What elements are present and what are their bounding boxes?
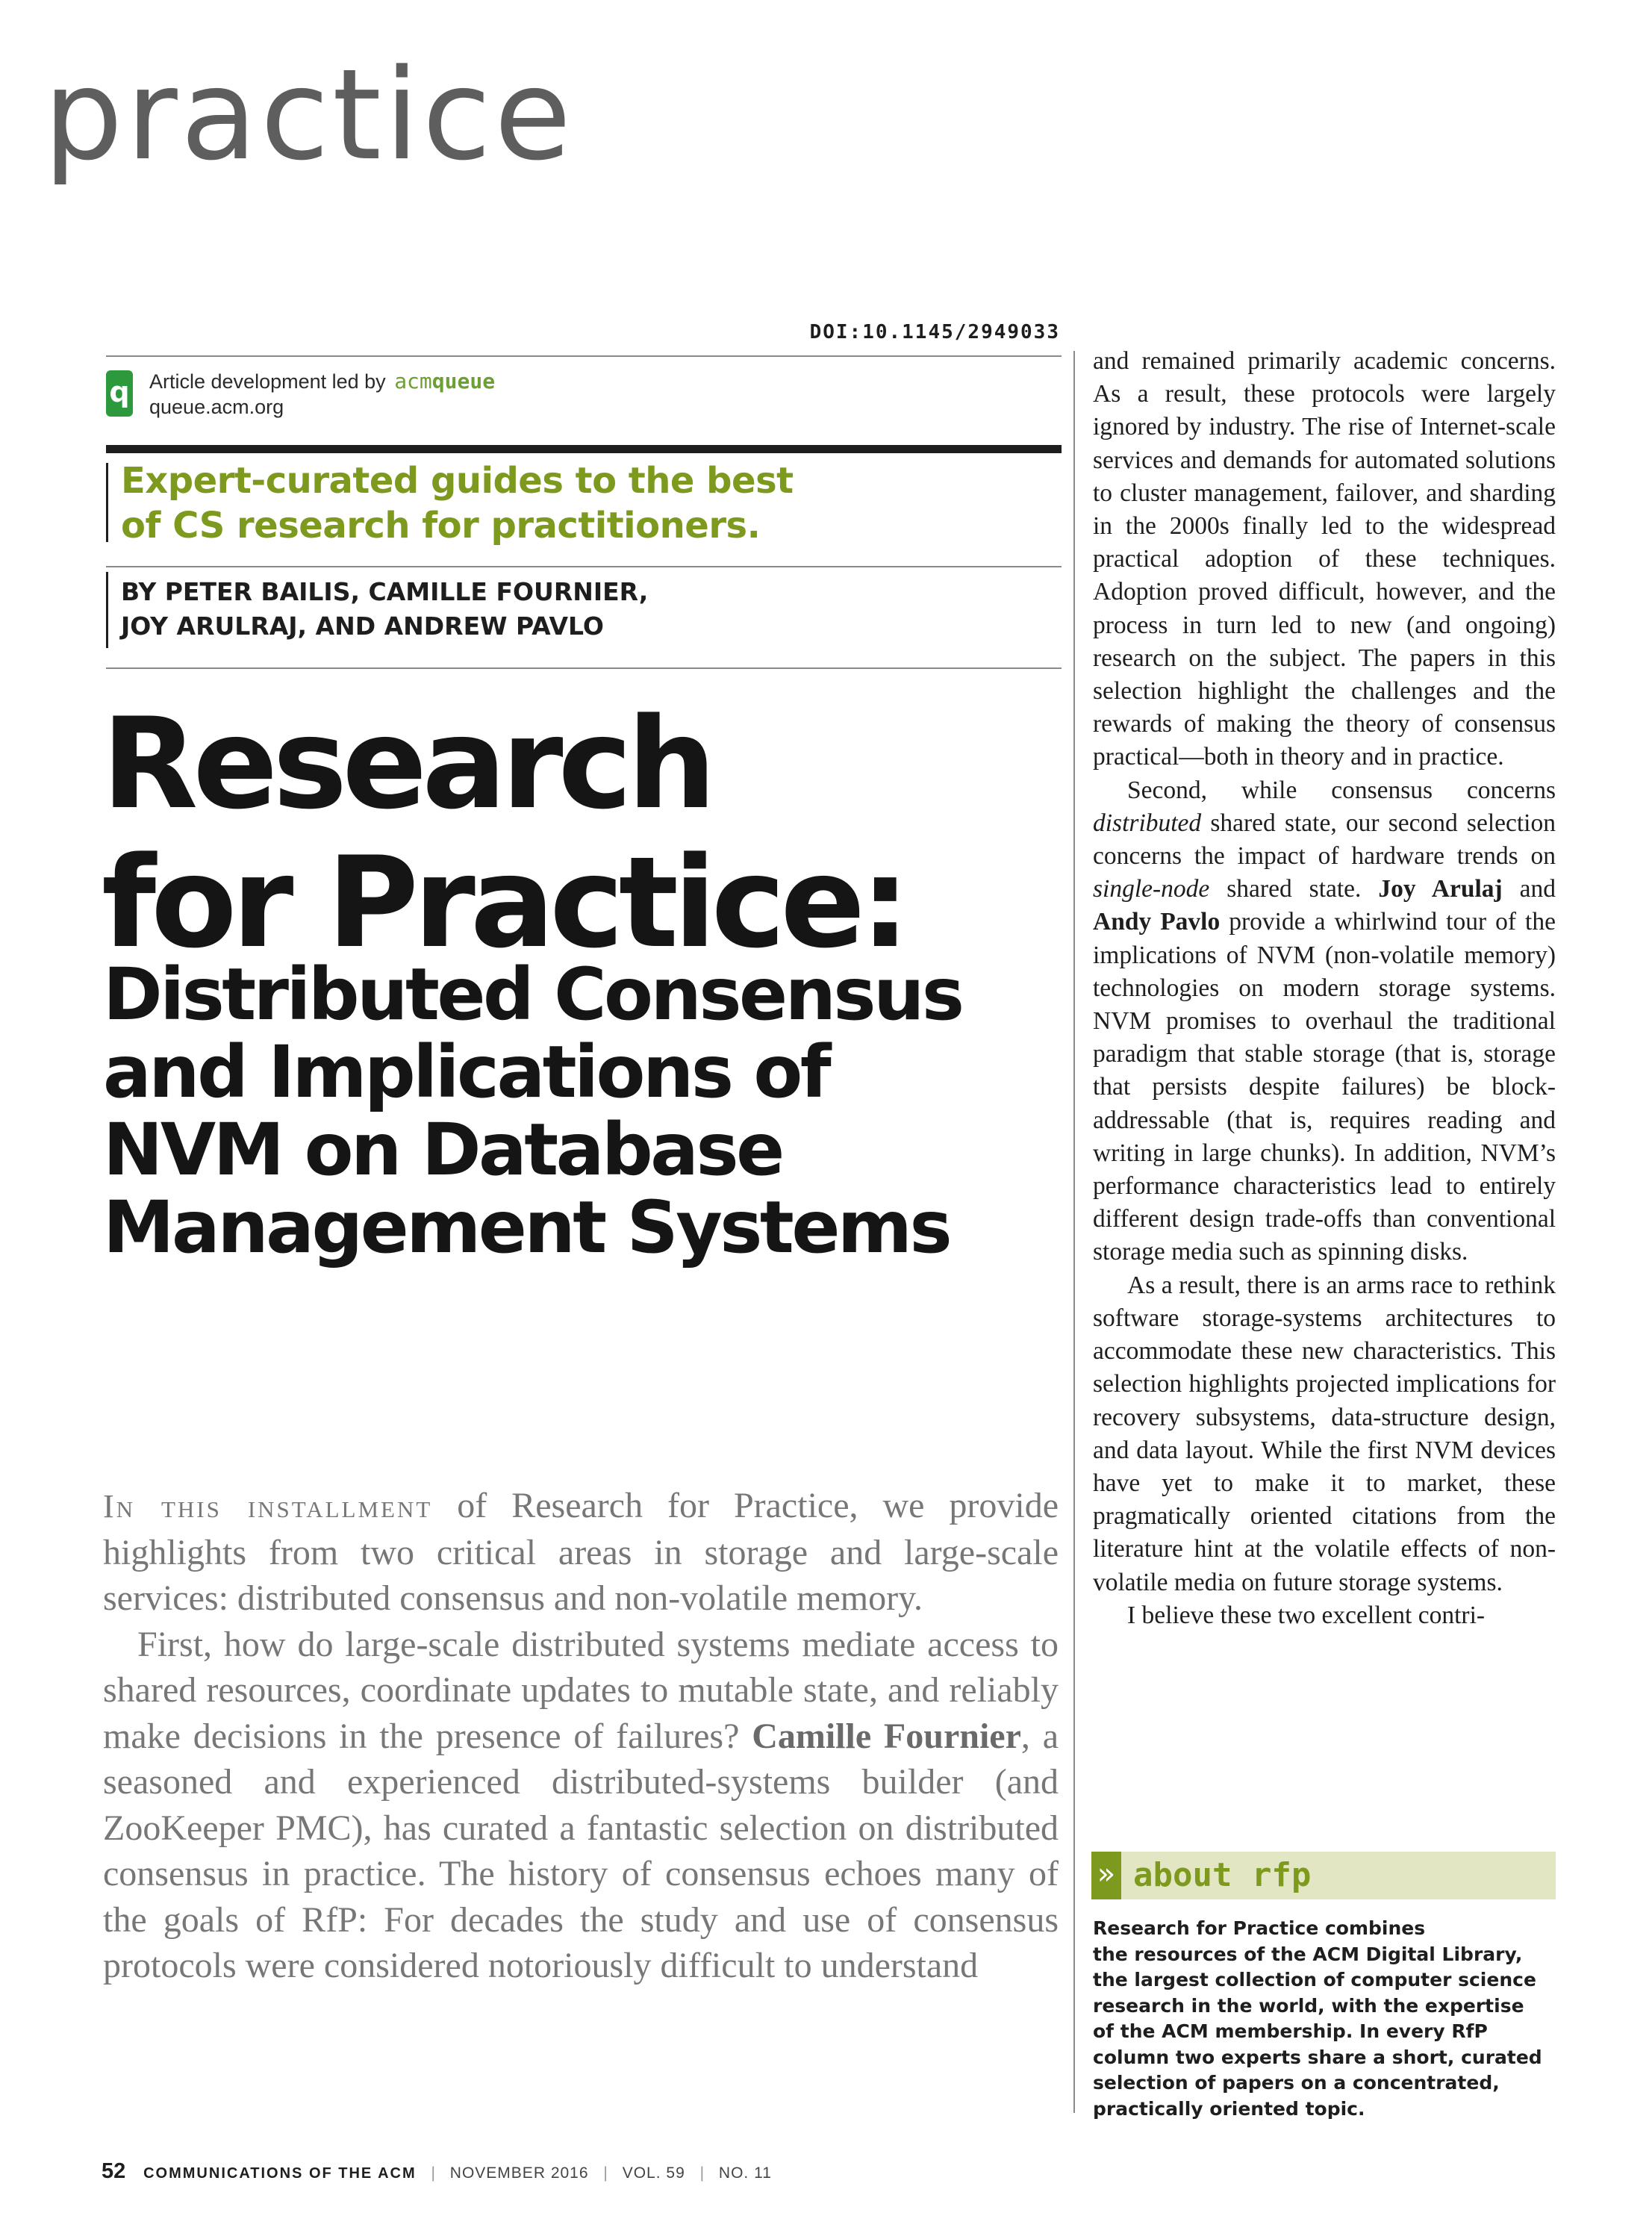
deck-bar: [106, 463, 108, 542]
column-rule: [1073, 351, 1075, 2113]
sidebar-line: selection of papers on a concentrated,: [1093, 2072, 1500, 2094]
deck-line: Expert-curated guides to the best: [121, 460, 794, 502]
page-footer: [102, 2159, 772, 2184]
acmqueue-logo-acm: acm: [394, 369, 432, 393]
lead-text: [103, 1483, 1059, 1989]
article-subtitle: [103, 953, 1073, 1269]
queue-led-by-text: Article development led by: [149, 370, 386, 393]
magazine-name: COMMUNICATIONS OF THE ACM: [143, 2165, 417, 2182]
body-paragraph: [1093, 774, 1556, 1269]
subtitle-line: and Implications of: [103, 1030, 829, 1114]
author-name: Andy Pavlo: [1093, 908, 1221, 936]
title-line: Research: [102, 691, 711, 837]
article-title: [102, 691, 1072, 976]
body-paragraph: I believe these two excellent contri-: [1127, 1601, 1486, 1629]
title-line: for Practice:: [102, 830, 906, 976]
issue-date: NOVEMBER 2016: [449, 2164, 589, 2182]
acmqueue-logo-queue: queue: [431, 369, 496, 393]
byline: [121, 575, 1017, 644]
lead-text-span: of Research for Practice, we provide highlights from two critical areas in storage and large-scale services: distributed consensus and non-volatile memory.: [103, 1486, 1059, 1618]
deck-top-rule: [106, 445, 1062, 453]
lead-text-span: First, how do large-scale distributed systems mediate access to shared resources, coordinate updates to mutable state, and reliably make decisions in the presence of failures?: [103, 1624, 1059, 1756]
body-emphasis: single-node: [1093, 875, 1210, 903]
byline-top-rule: [106, 566, 1062, 567]
issue-volume: VOL. 59: [622, 2164, 685, 2182]
lead-paragraph: [103, 1622, 1059, 1989]
body-span: provide a whirlwind tour of the implications of NVM (non-volatile memory) technologies on modern storage systems. NVM promises to overhaul the traditional paradigm that stable storage (that is, storage that persists despite failures) be block-addressable (that is, requires reading and writing in large chunks). In addition, NVM’s performance characteristics lead to entirely different design trade-offs than conventional storage media such as spinning disks.: [1093, 908, 1556, 1266]
lead-paragraph: [103, 1483, 1059, 1622]
sidebar-line: of the ACM membership. In every RfP: [1093, 2020, 1488, 2042]
deck-line: of CS research for practitioners.: [121, 505, 761, 547]
body-span: and: [1502, 875, 1556, 903]
section-word: practice: [43, 42, 575, 188]
lead-text-span: , a seasoned and experienced distributed-systems builder (and ZooKeeper PMC), has curated a fantastic selection on distributed consensus in practice. The history of consensus echoes many of the goals of RfP: For decades the study and use of consensus protocols were considered notoriously difficult to understand: [103, 1716, 1059, 1985]
author-name: Joy Arulaj: [1378, 875, 1503, 903]
doi-rule: [106, 355, 1062, 357]
about-rfp-body: [1093, 1916, 1571, 2122]
about-rfp-title: about rfp: [1133, 1856, 1312, 1894]
body-paragraph: and remained primarily academic concerns. As a result, these protocols were largely ignored by industry. The rise of Internet-scale services and demands for automated solutions to cluster management, failover, and sharding in the 2000s finally led to the widespread practical adoption of these techniques. Adoption proved difficult, however, and the process in turn led to new (and ongoing) research on the subject. The papers in this selection highlight the challenges and the rewards of making the theory of consensus practical—both in theory and in practice.: [1093, 347, 1556, 771]
subtitle-line: Management Systems: [103, 1186, 950, 1269]
sidebar-line: practically oriented topic.: [1093, 2097, 1365, 2120]
chevron-right-icon: »: [1091, 1852, 1121, 1899]
sidebar-line: column two experts share a short, curated: [1093, 2046, 1542, 2068]
byline-bottom-rule: [106, 667, 1062, 669]
subtitle-line: NVM on Database: [103, 1108, 782, 1192]
byline-line: JOY ARULRAJ, AND ANDREW PAVLO: [121, 611, 604, 641]
body-span: Second, while consensus concerns: [1127, 776, 1556, 804]
byline-bar: [106, 572, 108, 648]
queue-q-icon: q: [106, 370, 133, 417]
sidebar-line: research in the world, with the expertise: [1093, 1994, 1524, 2017]
doi-label: DOI:10.1145/2949033: [809, 321, 1060, 343]
page-number: 52: [102, 2159, 126, 2183]
issue-number: NO. 11: [718, 2164, 772, 2182]
body-span: shared state, our second selection concerns the impact of hardware trends on: [1093, 809, 1556, 871]
author-name: Camille Fournier: [752, 1716, 1021, 1756]
subtitle-line: Distributed Consensus: [103, 953, 962, 1036]
queue-url[interactable]: queue.acm.org: [149, 396, 284, 418]
lead-in: In this installment: [103, 1488, 433, 1525]
deck: [121, 458, 867, 548]
body-span: shared state.: [1209, 875, 1379, 903]
sidebar-line: the largest collection of computer science: [1093, 1969, 1536, 1991]
footer-separator: |: [699, 2164, 705, 2182]
footer-separator: |: [431, 2164, 435, 2182]
sidebar-line: the resources of the ACM Digital Library,: [1093, 1943, 1523, 1965]
body-paragraph: As a result, there is an arms race to rethink software storage-systems architectures to accommodate these new characteristics. This selection highlights projected implications for recovery subsystems, data-structure design, and data layout. While the first NVM devices have yet to make it to market, these pragmatically oriented citations from the literature hint at the volatile effects of non-volatile media on future storage systems.: [1093, 1271, 1556, 1596]
byline-line: BY PETER BAILIS, CAMILLE FOURNIER,: [121, 577, 649, 606]
body-emphasis: distributed: [1093, 809, 1202, 837]
queue-attribution: [149, 369, 495, 393]
right-column-text: [1093, 345, 1556, 1632]
sidebar-line: Research for Practice combines: [1093, 1917, 1426, 1939]
footer-separator: |: [603, 2164, 608, 2182]
